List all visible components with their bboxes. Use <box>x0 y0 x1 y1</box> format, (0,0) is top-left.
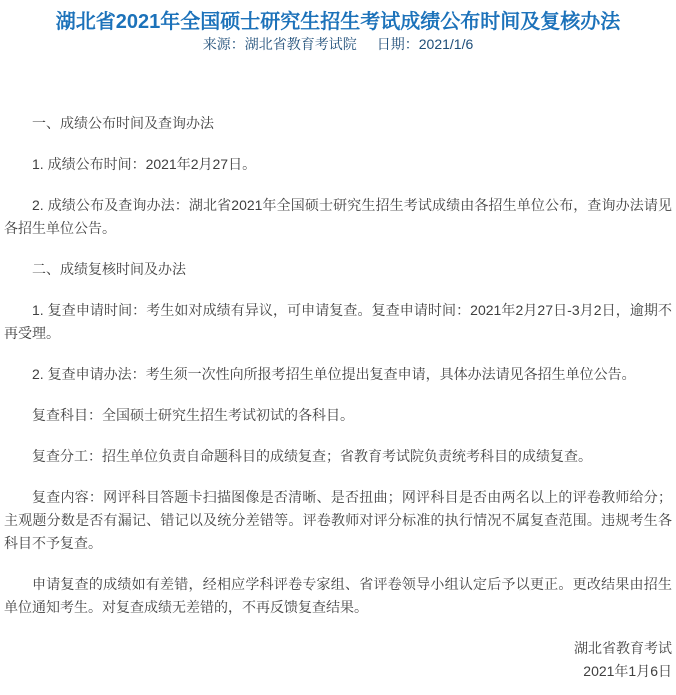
article-paragraph: 复查科目：全国硕士研究生招生考试初试的各科目。 <box>32 407 354 423</box>
article-body <box>0 54 676 683</box>
date-label: 日期：2021/1/6 <box>376 36 474 52</box>
doc-meta <box>0 34 676 54</box>
signature-block <box>4 637 672 683</box>
section-heading-1: 一、成绩公布时间及查询办法 <box>32 115 214 131</box>
signature-org: 湖北省教育考试 <box>574 640 672 656</box>
source-label: 来源：湖北省教育考试院 <box>202 36 357 52</box>
signature-date: 2021年1月6日 <box>583 663 672 679</box>
section-heading-2: 二、成绩复核时间及办法 <box>32 261 186 277</box>
article-paragraph: 复查内容：网评科目答题卡扫描图像是否清晰、是否扭曲；网评科目是否由两名以上的评卷教师给分；主观题分数是否有漏记、错记以及统分差错等。评卷教师对评分标准的执行情况不属复查范围。违规考生各科目不予复查。 <box>4 489 672 551</box>
article-paragraph: 申请复查的成绩如有差错，经相应学科评卷专家组、省评卷领导小组认定后予以更正。更改结果由招生单位通知考生。对复查成绩无差错的，不再反馈复查结果。 <box>4 576 672 615</box>
announcement-page <box>0 10 676 683</box>
article-paragraph: 2. 成绩公布及查询办法：湖北省2021年全国硕士研究生招生考试成绩由各招生单位公布，查询办法请见各招生单位公告。 <box>4 197 672 236</box>
article-paragraph: 复查分工：招生单位负责自命题科目的成绩复查；省教育考试院负责统考科目的成绩复查。 <box>32 448 592 464</box>
article-paragraph: 1. 复查申请时间：考生如对成绩有异议，可申请复查。复查申请时间：2021年2月27日-3月2日，逾期不再受理。 <box>4 302 672 341</box>
article-paragraph: 1. 成绩公布时间：2021年2月27日。 <box>32 156 257 172</box>
article-paragraph: 2. 复查申请办法：考生须一次性向所报考招生单位提出复查申请，具体办法请见各招生单位公告。 <box>32 366 636 382</box>
page-title: 湖北省2021年全国硕士研究生招生考试成绩公布时间及复核办法 <box>55 11 621 33</box>
